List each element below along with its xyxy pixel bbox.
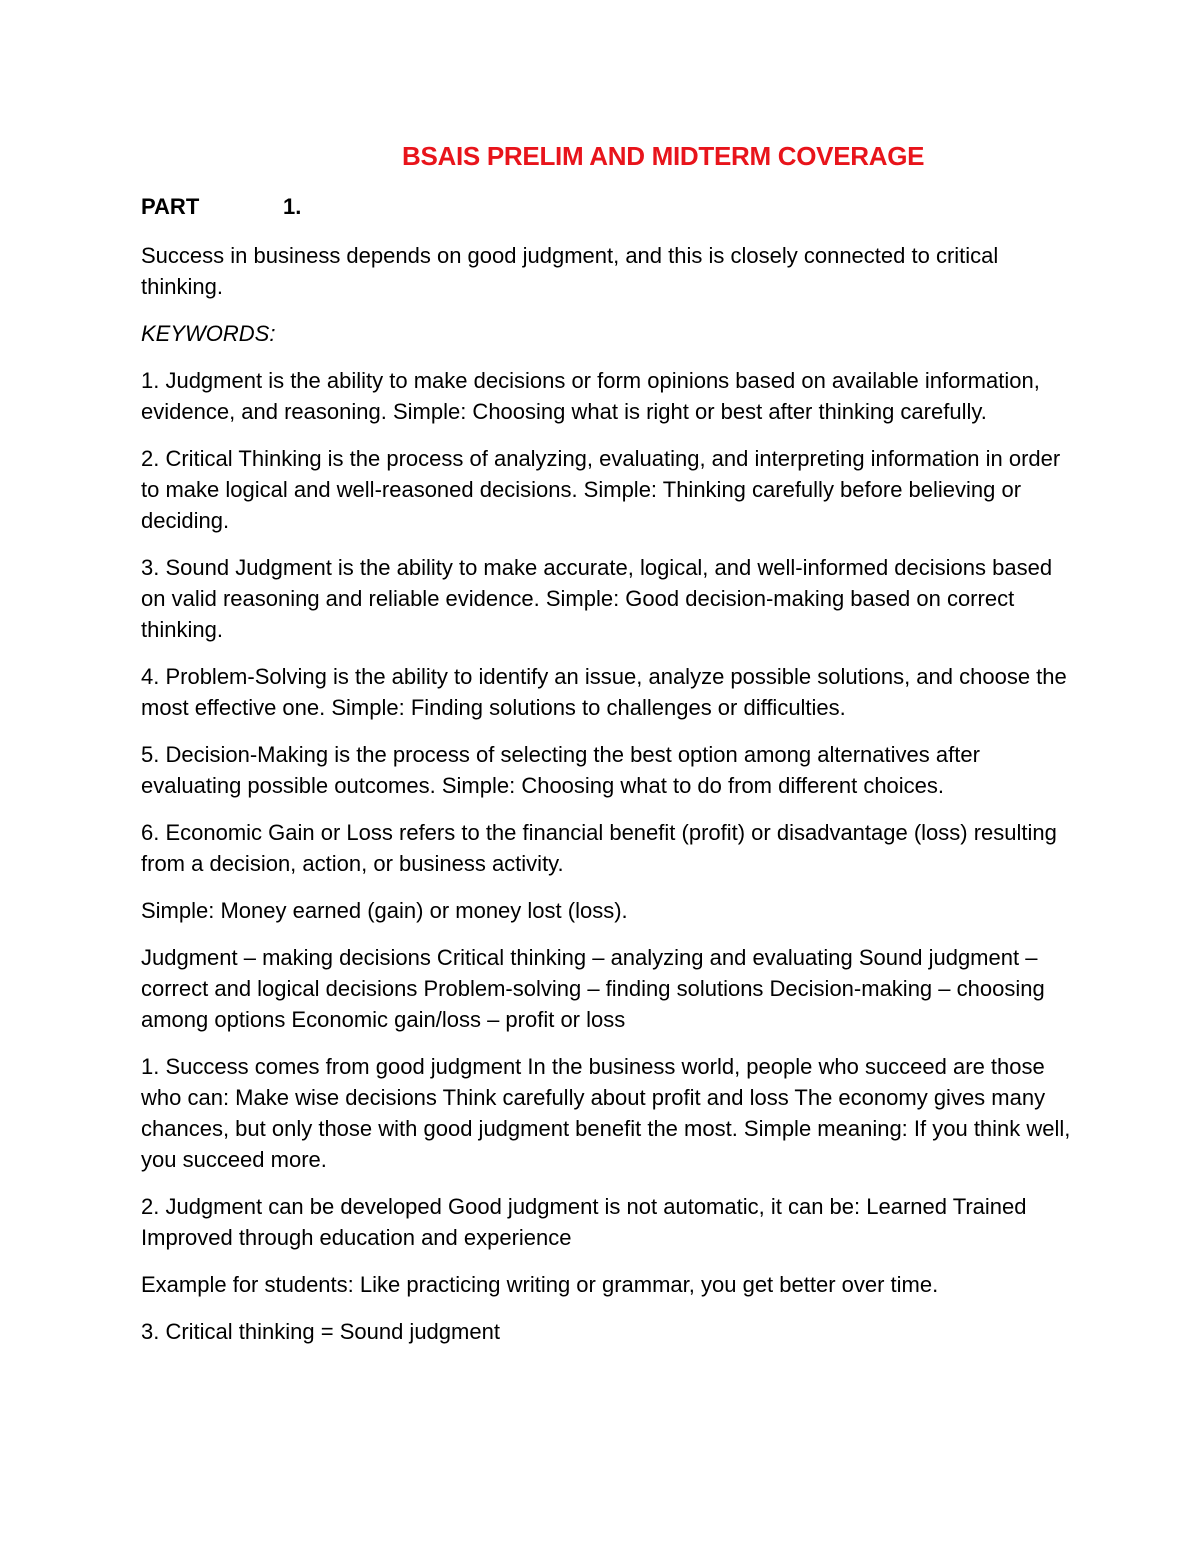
- point-critical-thinking-paragraph: 3. Critical thinking = Sound judgment: [141, 1319, 500, 1344]
- keyword-decision-making: 5. Decision-Making is the process of selecting the best option among alternatives after evaluating possible outcomes. Simple: Choosing what to do from different choices.: [141, 742, 980, 798]
- keyword-sound-judgment: 3. Sound Judgment is the ability to make accurate, logical, and well-informed decisions based on valid reasoning and reliable evidence. Simple: Good decision-making based on correct thinking.: [141, 555, 1053, 642]
- keyword-economic-gain-loss: 6. Economic Gain or Loss refers to the financial benefit (profit) or disadvantage (loss) resulting from a decision, action, or business activity.: [141, 820, 1057, 876]
- keywords-heading: KEYWORDS:: [141, 321, 276, 346]
- point-developed-paragraph: 2. Judgment can be developed Good judgment is not automatic, it can be: Learned Trained Improved through education and experience: [141, 1194, 1027, 1250]
- part-heading: [141, 194, 302, 220]
- intro-paragraph: Success in business depends on good judgment, and this is closely connected to critical thinking.: [141, 243, 999, 299]
- document-body: [141, 240, 1071, 1363]
- keyword-problem-solving: 4. Problem-Solving is the ability to identify an issue, analyze possible solutions, and choose the most effective one. Simple: Finding solutions to challenges or difficulties.: [141, 664, 1067, 720]
- economic-simple-paragraph: Simple: Money earned (gain) or money lost (loss).: [141, 898, 628, 923]
- keyword-critical-thinking: 2. Critical Thinking is the process of analyzing, evaluating, and interpreting information in order to make logical and well-reasoned decisions. Simple: Thinking carefully before believing or deciding.: [141, 446, 1061, 533]
- example-paragraph: Example for students: Like practicing writing or grammar, you get better over time.: [141, 1272, 939, 1297]
- part-label: PART: [141, 194, 200, 219]
- document-title: BSAIS PRELIM AND MIDTERM COVERAGE: [402, 141, 925, 171]
- part-number: 1.: [283, 194, 302, 219]
- summary-paragraph: Judgment – making decisions Critical thinking – analyzing and evaluating Sound judgment – correct and logical decisions Problem-solving – finding solutions Decision-making – choosing among options Economic gain/loss – profit or loss: [141, 945, 1045, 1032]
- keyword-judgment: 1. Judgment is the ability to make decisions or form opinions based on available information, evidence, and reasoning. Simple: Choosing what is right or best after thinking carefully.: [141, 368, 1040, 424]
- point-success-paragraph: 1. Success comes from good judgment In the business world, people who succeed are those who can: Make wise decisions Think carefully about profit and loss The economy gives many chances, but only those with good judgment benefit the most. Simple meaning: If you think well, you succeed more.: [141, 1054, 1071, 1172]
